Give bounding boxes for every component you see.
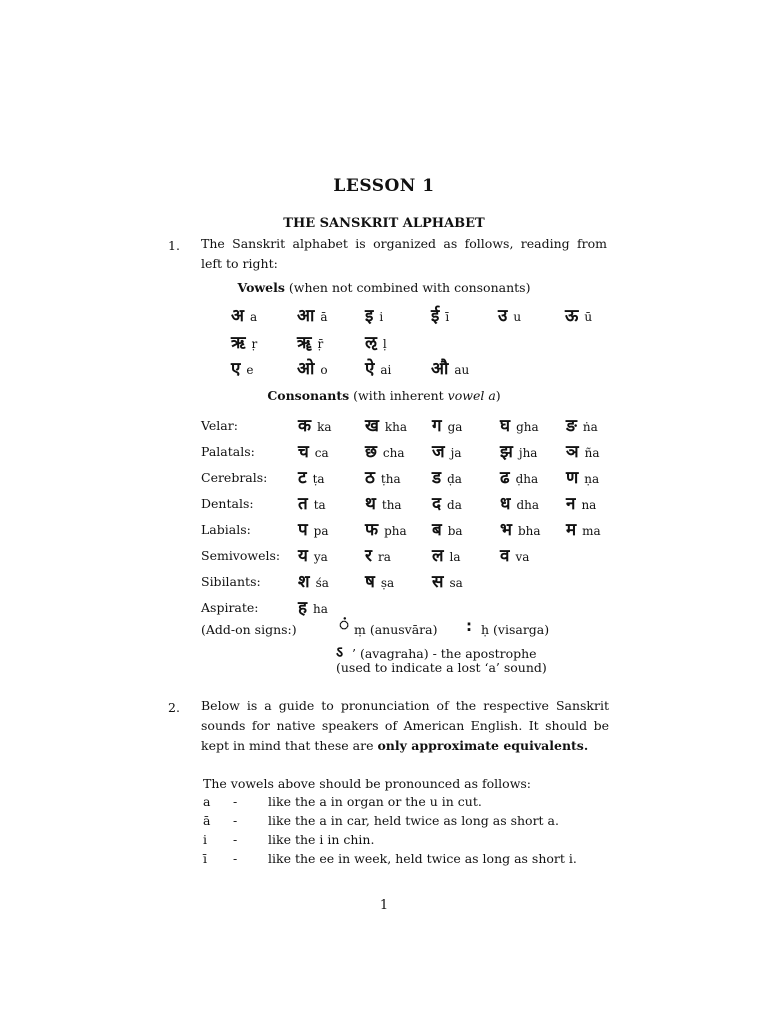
visarga-sign: : xyxy=(466,617,472,635)
item-2-line-3 xyxy=(201,736,588,756)
consonant-transliteration: da xyxy=(447,498,462,512)
page-number: 1 xyxy=(379,898,389,913)
consonant-transliteration: ja xyxy=(450,446,462,460)
vowel-cell xyxy=(231,356,254,379)
vowel-cell xyxy=(365,356,391,379)
consonant-cell xyxy=(365,543,391,566)
consonant-transliteration: ta xyxy=(313,498,326,512)
section-title: THE SANSKRIT ALPHABET xyxy=(283,216,485,231)
vowel-transliteration: ṝ xyxy=(317,337,324,351)
consonant-row-label: Semivowels: xyxy=(201,548,281,563)
consonant-transliteration: ṭa xyxy=(312,472,325,486)
vowels-heading xyxy=(0,280,768,295)
consonants-heading xyxy=(0,388,768,403)
vowel-devanagari: ऊ xyxy=(565,306,579,326)
vowel-cell xyxy=(297,330,323,353)
item-1-number: 1. xyxy=(168,238,180,253)
consonant-devanagari: ट xyxy=(298,468,307,488)
consonant-devanagari: ध xyxy=(500,494,511,514)
item-2-line-3-start: kept in mind that these are xyxy=(201,738,378,753)
consonant-transliteration: cha xyxy=(382,446,405,460)
consonant-transliteration: ḍha xyxy=(515,472,539,486)
pronunciation-symbol: a xyxy=(203,794,211,809)
consonant-devanagari: ड xyxy=(432,468,442,488)
consonant-devanagari: क xyxy=(298,416,312,436)
consonant-row-label: Labials: xyxy=(201,522,251,537)
vowel-transliteration: i xyxy=(379,310,384,324)
consonant-transliteration: va xyxy=(515,550,530,564)
consonant-cell xyxy=(298,569,329,592)
pronunciation-dash: - xyxy=(233,794,238,809)
consonant-cell xyxy=(566,465,599,488)
vowel-devanagari: ई xyxy=(431,306,440,326)
consonant-row-label: Aspirate: xyxy=(201,600,259,615)
pronunciation-text: like the ee in week, held twice as long as short i. xyxy=(268,851,577,866)
consonant-cell xyxy=(365,491,402,514)
consonant-devanagari: झ xyxy=(500,442,513,462)
consonant-transliteration: tha xyxy=(381,498,402,512)
consonant-devanagari: श xyxy=(298,572,310,592)
consonant-cell xyxy=(298,595,328,618)
vowel-devanagari: ॠ xyxy=(297,333,312,353)
consonant-devanagari: ब xyxy=(432,520,442,540)
consonant-cell xyxy=(500,543,529,566)
pronunciation-symbol: i xyxy=(203,832,207,847)
consonant-row-label: Dentals: xyxy=(201,496,254,511)
consonant-devanagari: व xyxy=(500,546,510,566)
consonant-cell xyxy=(365,569,394,592)
vowel-transliteration: ai xyxy=(380,363,392,377)
vowel-transliteration: u xyxy=(513,310,522,324)
consonant-devanagari: ल xyxy=(432,546,444,566)
item-2-number: 2. xyxy=(168,700,180,715)
consonant-cell xyxy=(298,465,325,488)
vowels-heading-bold: Vowels xyxy=(237,280,285,295)
consonant-devanagari: च xyxy=(298,442,309,462)
consonant-cell xyxy=(432,543,461,566)
vowel-transliteration: ī xyxy=(445,310,450,324)
consonant-devanagari: म xyxy=(566,520,577,540)
item-2-line-2: sounds for native speakers of American English. It should be xyxy=(201,718,609,733)
consonant-transliteration: ma xyxy=(582,524,601,538)
vowel-devanagari: उ xyxy=(498,306,508,326)
avagraha-text: ’ (avagraha) - the apostrophe xyxy=(352,646,537,661)
consonant-transliteration: ḍa xyxy=(447,472,462,486)
consonants-heading-italic: vowel a xyxy=(447,388,496,403)
item-1-line-2: left to right: xyxy=(201,256,278,271)
consonant-transliteration: ka xyxy=(317,420,332,434)
pronunciation-intro: The vowels above should be pronounced as follows: xyxy=(203,776,532,791)
consonant-cell xyxy=(432,413,462,436)
vowel-transliteration: ū xyxy=(584,310,593,324)
pronunciation-dash: - xyxy=(233,832,238,847)
consonant-transliteration: ga xyxy=(447,420,463,434)
consonant-cell xyxy=(500,413,539,436)
pronunciation-symbol: ī xyxy=(203,851,207,866)
consonant-transliteration: pha xyxy=(384,524,407,538)
consonant-row-label: Cerebrals: xyxy=(201,470,268,485)
item-2-line-1: Below is a guide to pronunciation of the respective Sanskrit xyxy=(201,698,609,713)
consonant-cell xyxy=(365,465,401,488)
consonant-transliteration: la xyxy=(449,550,461,564)
consonant-cell xyxy=(566,491,596,514)
item-2-line-3-bold: only approximate equivalents. xyxy=(377,738,589,753)
consonant-devanagari: र xyxy=(365,546,372,566)
consonant-devanagari: ङ xyxy=(566,416,577,436)
vowel-cell xyxy=(431,303,449,326)
consonant-transliteration: ṅa xyxy=(582,420,598,434)
vowel-transliteration: o xyxy=(320,363,328,377)
consonant-transliteration: ha xyxy=(313,602,328,616)
consonant-transliteration: na xyxy=(581,498,597,512)
consonant-devanagari: प xyxy=(298,520,308,540)
consonant-cell xyxy=(365,517,407,540)
consonant-cell xyxy=(566,413,598,436)
consonant-devanagari: ख xyxy=(365,416,379,436)
vowel-cell xyxy=(297,303,328,326)
consonant-transliteration: śa xyxy=(315,576,329,590)
consonant-devanagari: ज xyxy=(432,442,445,462)
vowel-cell xyxy=(297,356,328,379)
consonant-cell xyxy=(566,439,600,462)
vowel-cell xyxy=(365,330,387,353)
consonant-transliteration: ṇa xyxy=(584,472,600,486)
vowel-cell xyxy=(498,303,521,326)
consonant-transliteration: ba xyxy=(447,524,463,538)
consonant-devanagari: ञ xyxy=(566,442,579,462)
consonants-heading-close: ) xyxy=(495,388,501,403)
consonant-cell xyxy=(298,517,329,540)
pronunciation-symbol: ā xyxy=(203,813,211,828)
consonant-devanagari: ण xyxy=(566,468,579,488)
consonant-cell xyxy=(432,439,462,462)
item-1-line-1: The Sanskrit alphabet is organized as follows, reading from xyxy=(201,236,607,251)
consonant-devanagari: घ xyxy=(500,416,511,436)
consonant-devanagari: न xyxy=(566,494,576,514)
consonant-cell xyxy=(432,465,462,488)
consonant-devanagari: ग xyxy=(432,416,442,436)
pronunciation-dash: - xyxy=(233,813,238,828)
addon-label: (Add-on signs:) xyxy=(201,622,297,637)
consonant-transliteration: ṭha xyxy=(380,472,401,486)
vowel-transliteration: e xyxy=(246,363,254,377)
vowel-devanagari: ऋ xyxy=(231,333,246,353)
consonant-devanagari: ह xyxy=(298,598,308,618)
lesson-title: LESSON 1 xyxy=(333,176,435,196)
vowel-devanagari: अ xyxy=(231,306,244,326)
vowel-cell xyxy=(565,303,592,326)
consonant-devanagari: त xyxy=(298,494,308,514)
consonant-transliteration: ya xyxy=(313,550,328,564)
consonant-transliteration: gha xyxy=(516,420,539,434)
consonant-devanagari: द xyxy=(432,494,442,514)
consonant-transliteration: ca xyxy=(314,446,329,460)
pronunciation-text: like the a in organ or the u in cut. xyxy=(268,794,482,809)
consonants-heading-bold: Consonants xyxy=(267,388,350,403)
vowel-devanagari: औ xyxy=(431,359,449,379)
vowel-cell xyxy=(231,303,257,326)
consonant-cell xyxy=(298,543,328,566)
consonant-transliteration: sa xyxy=(449,576,463,590)
consonant-cell xyxy=(566,517,601,540)
consonant-devanagari: य xyxy=(298,546,308,566)
consonant-row-label: Palatals: xyxy=(201,444,255,459)
avagraha-sign: ऽ xyxy=(336,643,344,661)
consonant-cell xyxy=(365,439,405,462)
consonant-devanagari: फ xyxy=(365,520,379,540)
consonant-cell xyxy=(432,569,463,592)
pronunciation-dash: - xyxy=(233,851,238,866)
vowel-transliteration: ā xyxy=(320,310,328,324)
avagraha-note: (used to indicate a lost ‘a’ sound) xyxy=(336,660,547,675)
consonant-cell xyxy=(298,439,329,462)
vowel-transliteration: ṛ xyxy=(251,337,258,351)
vowel-devanagari: आ xyxy=(297,306,315,326)
vowel-devanagari: ऐ xyxy=(365,359,375,379)
consonants-heading-rest: (with inherent xyxy=(349,388,448,403)
consonant-row-label: Sibilants: xyxy=(201,574,261,589)
consonant-devanagari: ष xyxy=(365,572,375,592)
consonant-cell xyxy=(500,491,539,514)
consonant-devanagari: थ xyxy=(365,494,376,514)
visarga-text: ḥ (visarga) xyxy=(481,622,550,637)
consonant-devanagari: स xyxy=(432,572,444,592)
consonant-transliteration: ña xyxy=(584,446,600,460)
vowel-transliteration: au xyxy=(454,363,470,377)
vowel-transliteration: ḷ xyxy=(382,337,387,351)
consonant-cell xyxy=(365,413,407,436)
consonant-cell xyxy=(432,491,462,514)
consonant-transliteration: ṣa xyxy=(380,576,395,590)
consonant-cell xyxy=(298,413,332,436)
pronunciation-text: like the a in car, held twice as long as short a. xyxy=(268,813,559,828)
consonant-transliteration: pa xyxy=(313,524,329,538)
consonant-cell xyxy=(500,465,538,488)
consonant-cell xyxy=(500,517,541,540)
consonant-devanagari: ठ xyxy=(365,468,375,488)
consonant-cell xyxy=(500,439,537,462)
pronunciation-text: like the i in chin. xyxy=(268,832,375,847)
consonant-transliteration: bha xyxy=(517,524,541,538)
consonant-transliteration: jha xyxy=(518,446,538,460)
consonant-transliteration: kha xyxy=(384,420,408,434)
vowel-devanagari: ओ xyxy=(297,359,315,379)
vowel-devanagari: ऌ xyxy=(365,333,377,353)
consonant-devanagari: ढ xyxy=(500,468,510,488)
consonant-transliteration: ra xyxy=(377,550,391,564)
consonant-devanagari: भ xyxy=(500,520,512,540)
vowel-cell xyxy=(231,330,257,353)
vowel-cell xyxy=(365,303,383,326)
consonant-row-label: Velar: xyxy=(201,418,238,433)
consonant-cell xyxy=(432,517,463,540)
anusvara-text: ṃ (anusvāra) xyxy=(354,622,438,637)
vowel-transliteration: a xyxy=(250,310,258,324)
consonant-transliteration: dha xyxy=(516,498,540,512)
consonant-cell xyxy=(298,491,326,514)
consonant-devanagari: छ xyxy=(365,442,377,462)
vowel-devanagari: इ xyxy=(365,306,374,326)
anusvara-sign: ं xyxy=(339,615,350,635)
vowel-devanagari: ए xyxy=(231,359,241,379)
vowel-cell xyxy=(431,356,469,379)
vowels-heading-rest: (when not combined with consonants) xyxy=(284,280,531,295)
